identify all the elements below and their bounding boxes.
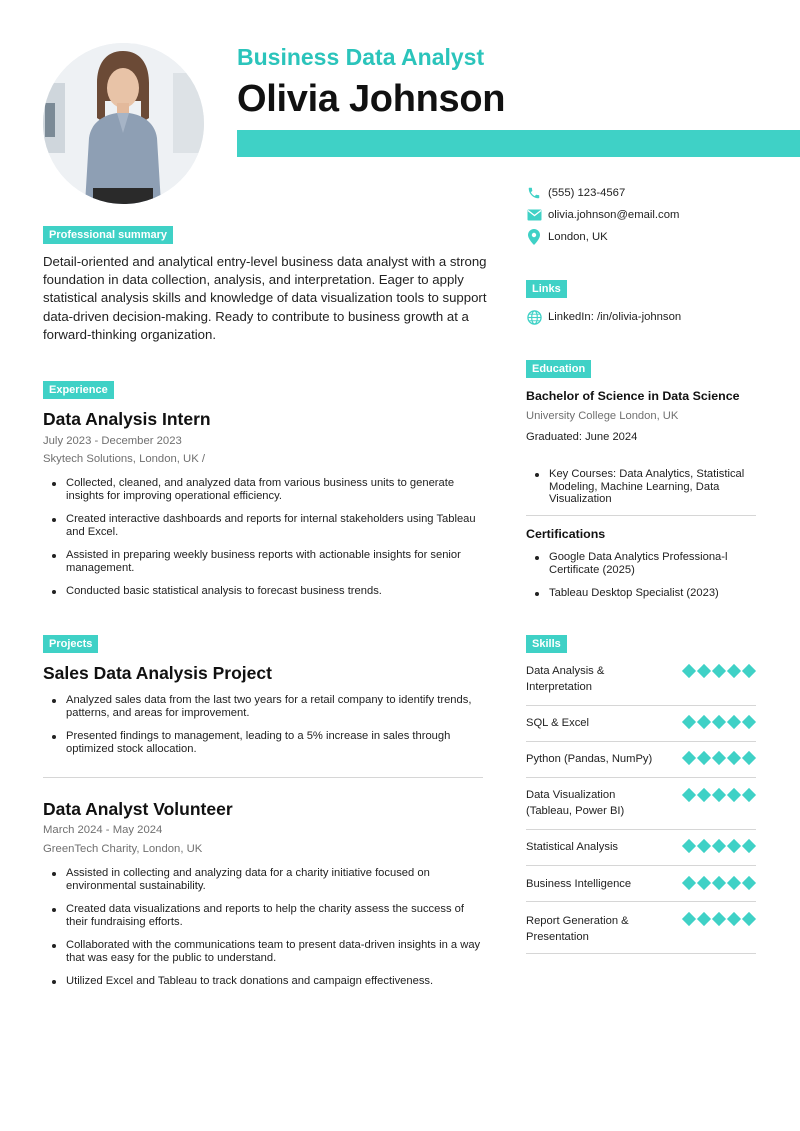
certification-item: Google Data Analytics Professiona-l Certificate (2025) xyxy=(526,551,741,576)
section-label-education: Education xyxy=(526,360,591,378)
skill-rating xyxy=(679,914,754,924)
skill-row xyxy=(526,742,756,778)
education-graduated: Graduated: June 2024 xyxy=(526,431,638,443)
rating-diamond-icon xyxy=(712,839,726,853)
certifications-list xyxy=(526,551,741,600)
education-bullets xyxy=(526,468,758,506)
rating-diamond-icon xyxy=(727,912,741,926)
skill-name: SQL & Excel xyxy=(526,717,590,729)
bullet-item: Created data visualizations and reports to help the charity assess the success of their fundraising efforts. xyxy=(43,903,483,929)
skill-row xyxy=(526,830,756,866)
rating-diamond-icon xyxy=(742,912,756,926)
skill-rating xyxy=(679,841,754,851)
certification-item: Tableau Desktop Specialist (2023) xyxy=(526,587,741,600)
rating-diamond-icon xyxy=(742,876,756,890)
email-text: olivia.johnson@email.com xyxy=(548,209,680,221)
divider xyxy=(43,777,483,778)
rating-diamond-icon xyxy=(697,751,711,765)
bullet-item: Assisted in collecting and analyzing data for a charity initiative focused on environmental sustainability. xyxy=(43,867,483,893)
rating-diamond-icon xyxy=(712,715,726,729)
linkedin-text: LinkedIn: /in/olivia-johnson xyxy=(548,311,682,323)
rating-diamond-icon xyxy=(697,715,711,729)
globe-icon xyxy=(526,309,542,325)
location-pin-icon xyxy=(526,229,542,245)
section-label-experience: Experience xyxy=(43,381,114,399)
skill-name: Statistical Analysis xyxy=(526,841,619,853)
bullet-item: Assisted in preparing weekly business reports with actionable insights for senior management. xyxy=(43,549,483,575)
rating-diamond-icon xyxy=(697,876,711,890)
rating-diamond-icon xyxy=(712,912,726,926)
volunteer-bullets xyxy=(43,867,483,988)
rating-diamond-icon xyxy=(712,751,726,765)
bullet-item: Conducted basic statistical analysis to forecast business trends. xyxy=(43,585,483,598)
rating-diamond-icon xyxy=(742,715,756,729)
skill-rating xyxy=(679,790,754,800)
skill-row xyxy=(526,866,756,902)
rating-diamond-icon xyxy=(727,788,741,802)
education-school: University College London, UK xyxy=(526,410,679,422)
bullet-item: Collected, cleaned, and analyzed data from various business units to generate insights for improving operational efficiency. xyxy=(43,477,483,503)
bullet-item: Key Courses: Data Analytics, Statistical Modeling, Machine Learning, Data Visualization xyxy=(526,468,758,506)
rating-diamond-icon xyxy=(712,664,726,678)
divider xyxy=(526,515,756,516)
skill-name: Data Visualization (Tableau, Power BI) xyxy=(526,789,625,817)
project-title: Sales Data Analysis Project xyxy=(43,663,272,683)
section-label-skills: Skills xyxy=(526,635,567,653)
job-title: Business Data Analyst xyxy=(237,44,485,70)
skill-rating xyxy=(679,666,754,676)
volunteer-company: GreenTech Charity, London, UK xyxy=(43,843,203,855)
education-degree: Bachelor of Science in Data Science xyxy=(526,389,740,403)
experience-dates: July 2023 - December 2023 xyxy=(43,435,182,447)
email-icon xyxy=(526,207,542,223)
skill-name: Data Analysis & Interpretation xyxy=(526,665,605,693)
candidate-name: Olivia Johnson xyxy=(237,78,506,120)
bullet-item: Presented findings to management, leading to a 5% increase in sales through optimized stock allocation. xyxy=(43,730,483,756)
contact-phone[interactable] xyxy=(526,185,625,201)
header-accent-bar xyxy=(237,130,800,157)
section-label-summary: Professional summary xyxy=(43,226,173,244)
rating-diamond-icon xyxy=(742,664,756,678)
rating-diamond-icon xyxy=(727,715,741,729)
summary-text: Detail-oriented and analytical entry-level business data analyst with a strong foundation in data collection, analysis, and interpretation. Eager to apply statistical analysis skills and knowledge of data visualization tools to support data-driven decision-making. Ready to contribute to business growth at a forward-thinking organization. xyxy=(43,254,487,342)
contact-location xyxy=(526,229,608,245)
skill-name: Business Intelligence xyxy=(526,878,632,890)
section-label-projects: Projects xyxy=(43,635,98,653)
profile-photo xyxy=(43,43,204,204)
rating-diamond-icon xyxy=(697,788,711,802)
experience-bullets xyxy=(43,477,483,598)
project-bullets xyxy=(43,694,483,756)
experience-company: Skytech Solutions, London, UK / xyxy=(43,453,206,465)
person-photo-illustration xyxy=(43,43,204,204)
rating-diamond-icon xyxy=(727,876,741,890)
rating-diamond-icon xyxy=(682,876,696,890)
linkedin-link[interactable] xyxy=(526,309,681,325)
rating-diamond-icon xyxy=(727,664,741,678)
contact-email[interactable] xyxy=(526,207,679,223)
rating-diamond-icon xyxy=(712,876,726,890)
rating-diamond-icon xyxy=(682,912,696,926)
rating-diamond-icon xyxy=(727,839,741,853)
bullet-item: Created interactive dashboards and reports for internal stakeholders using Tableau and Excel. xyxy=(43,513,483,539)
experience-title: Data Analysis Intern xyxy=(43,409,211,429)
rating-diamond-icon xyxy=(682,839,696,853)
rating-diamond-icon xyxy=(682,715,696,729)
rating-diamond-icon xyxy=(742,751,756,765)
bullet-item: Collaborated with the communications team to present data-driven insights in a way that was easy for the public to understand. xyxy=(43,939,483,965)
skill-row xyxy=(526,657,756,706)
rating-diamond-icon xyxy=(682,788,696,802)
section-label-links: Links xyxy=(526,280,567,298)
skill-row xyxy=(526,902,756,954)
rating-diamond-icon xyxy=(712,788,726,802)
skill-rating xyxy=(679,717,754,727)
rating-diamond-icon xyxy=(682,751,696,765)
skill-rating xyxy=(679,753,754,763)
certifications-heading: Certifications xyxy=(526,527,606,541)
volunteer-title: Data Analyst Volunteer xyxy=(43,799,233,819)
skill-name: Python (Pandas, NumPy) xyxy=(526,753,653,765)
rating-diamond-icon xyxy=(682,664,696,678)
bullet-item: Analyzed sales data from the last two years for a retail company to identify trends, patterns, and areas for improvement. xyxy=(43,694,483,720)
phone-icon xyxy=(526,185,542,201)
rating-diamond-icon xyxy=(742,788,756,802)
skill-rating xyxy=(679,878,754,888)
skill-row xyxy=(526,778,756,830)
rating-diamond-icon xyxy=(727,751,741,765)
skill-name: Report Generation & Presentation xyxy=(526,915,629,943)
rating-diamond-icon xyxy=(742,839,756,853)
volunteer-dates: March 2024 - May 2024 xyxy=(43,824,163,836)
location-text: London, UK xyxy=(548,231,608,243)
bullet-item: Utilized Excel and Tableau to track donations and campaign effectiveness. xyxy=(43,975,483,988)
rating-diamond-icon xyxy=(697,664,711,678)
phone-text: (555) 123-4567 xyxy=(548,187,626,199)
rating-diamond-icon xyxy=(697,912,711,926)
rating-diamond-icon xyxy=(697,839,711,853)
skill-row xyxy=(526,706,756,742)
